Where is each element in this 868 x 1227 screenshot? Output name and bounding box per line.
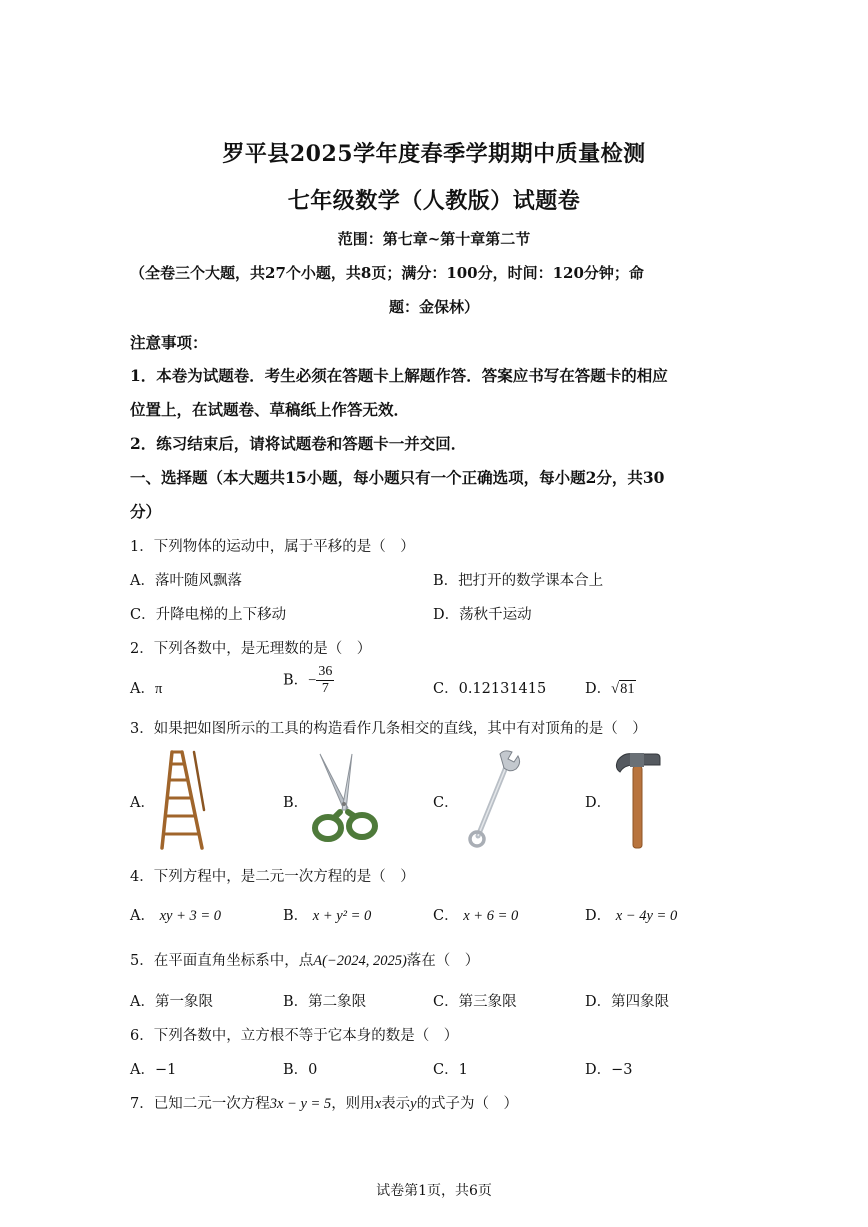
question-3-option-b: B． [283,795,309,811]
option-label: A． [130,908,155,924]
exam-subtitle: 七年级数学（人教版）试题卷 [287,188,581,214]
question-1-option-d: D．荡秋千运动 [433,607,532,623]
question-6-option-d: D．−3 [585,1062,633,1078]
question-4-option-c [433,904,518,925]
wrench-icon [466,750,522,850]
hammer-icon [612,750,664,850]
note-item-1-cont: 位置上，在试题卷、草稿纸上作答无效． [130,400,410,419]
exam-info-line2: 题：金保林） [388,298,479,316]
fraction-denominator: 7 [321,681,329,696]
notes-heading: 注意事项： [130,333,208,352]
question-3-stem: 3．如果把如图所示的工具的构造看作几条相交的直线，其中有对顶角的是（ ） [130,721,647,737]
question-5-option-c: C．第三象限 [433,994,517,1010]
note-item-1: 1．本卷为试题卷．考生必须在答题卡上解题作答．答案应书写在答题卡的相应 [130,366,668,385]
stem-text: ，则用 [331,1096,375,1112]
pi-value: π [154,681,163,697]
exam-title: 罗平县2025学年度春季学期期中质量检测 [222,141,646,167]
variable-x: x [374,1096,382,1112]
question-2-stem: 2．下列各数中，是无理数的是（ ） [130,641,372,657]
question-3-option-c: C． [433,795,459,811]
equation: x + y² = 0 [312,908,372,924]
equation: x + 6 = 0 [463,908,519,924]
question-4-option-a [130,904,221,925]
question-4-option-b [283,904,371,925]
ladder-icon [158,750,208,850]
scissors-icon [310,752,380,844]
page-footer: 试卷第1页，共6页 [376,1183,492,1199]
option-label: D． [585,908,612,924]
option-label: B． [283,908,309,924]
note-item-2: 2．练习结束后，请将试题卷和答题卡一并交回． [130,434,467,453]
question-6-option-b: B．0 [283,1062,318,1078]
stem-text: 7．已知二元一次方程 [130,1096,270,1112]
exam-range: 范围：第七章~第十章第二节 [337,230,531,248]
question-2-option-d [585,677,636,698]
equation: xy + 3 = 0 [159,908,222,924]
question-3-option-d: D． [585,795,612,811]
question-3-option-a: A． [130,795,155,811]
stem-text: 5．在平面直角坐标系中，点 [130,953,314,969]
question-5-stem [130,949,479,970]
equation: x − 4y = 0 [615,908,678,924]
question-7-stem [130,1092,518,1113]
section-heading: 一、选择题（本大题共15小题，每小题只有一个正确选项，每小题2分，共30 [130,468,665,487]
question-6-option-c: C．1 [433,1062,468,1078]
question-6-option-a: A．−1 [130,1062,177,1078]
square-root: √81 [611,681,635,697]
option-label: B． [283,672,309,689]
minus-sign: − [308,672,317,689]
stem-text: 表示 [381,1096,411,1112]
question-2-option-c: C．0.12131415 [433,681,547,697]
question-4-stem: 4．下列方程中，是二元一次方程的是（ ） [130,869,415,885]
question-5-option-d: D．第四象限 [585,994,670,1010]
question-1-option-b: B．把打开的数学课本合上 [433,573,604,589]
exam-info-line1: （全卷三个大题，共27个小题，共8页；满分：100分，时间：120分钟；命 [130,264,644,282]
question-1-option-a: A．落叶随风飘落 [130,573,242,589]
fraction-numerator: 36 [318,664,333,679]
fraction [316,664,334,697]
question-2-option-b [283,664,334,697]
stem-text: 落在（ ） [406,953,480,969]
question-1-stem: 1．下列物体的运动中，属于平移的是（ ） [130,539,415,555]
question-1-option-c: C．升降电梯的上下移动 [130,607,287,623]
question-6-stem: 6．下列各数中，立方根不等于它本身的数是（ ） [130,1028,459,1044]
stem-text: 的式子为（ ） [416,1096,519,1112]
section-heading-cont: 分） [130,502,162,521]
point-coordinates: A(−2024, 2025) [313,953,407,969]
question-5-option-a: A．第一象限 [130,994,213,1010]
question-2-option-a [130,677,162,698]
option-label: C． [433,908,459,924]
variable-y: y [410,1096,417,1112]
radicand: 81 [620,681,635,697]
question-4-option-d [585,904,677,925]
equation: 3x − y = 5 [269,1096,332,1112]
option-label: A． [130,681,155,697]
question-5-option-b: B．第二象限 [283,994,367,1010]
option-label: D． [585,681,612,697]
